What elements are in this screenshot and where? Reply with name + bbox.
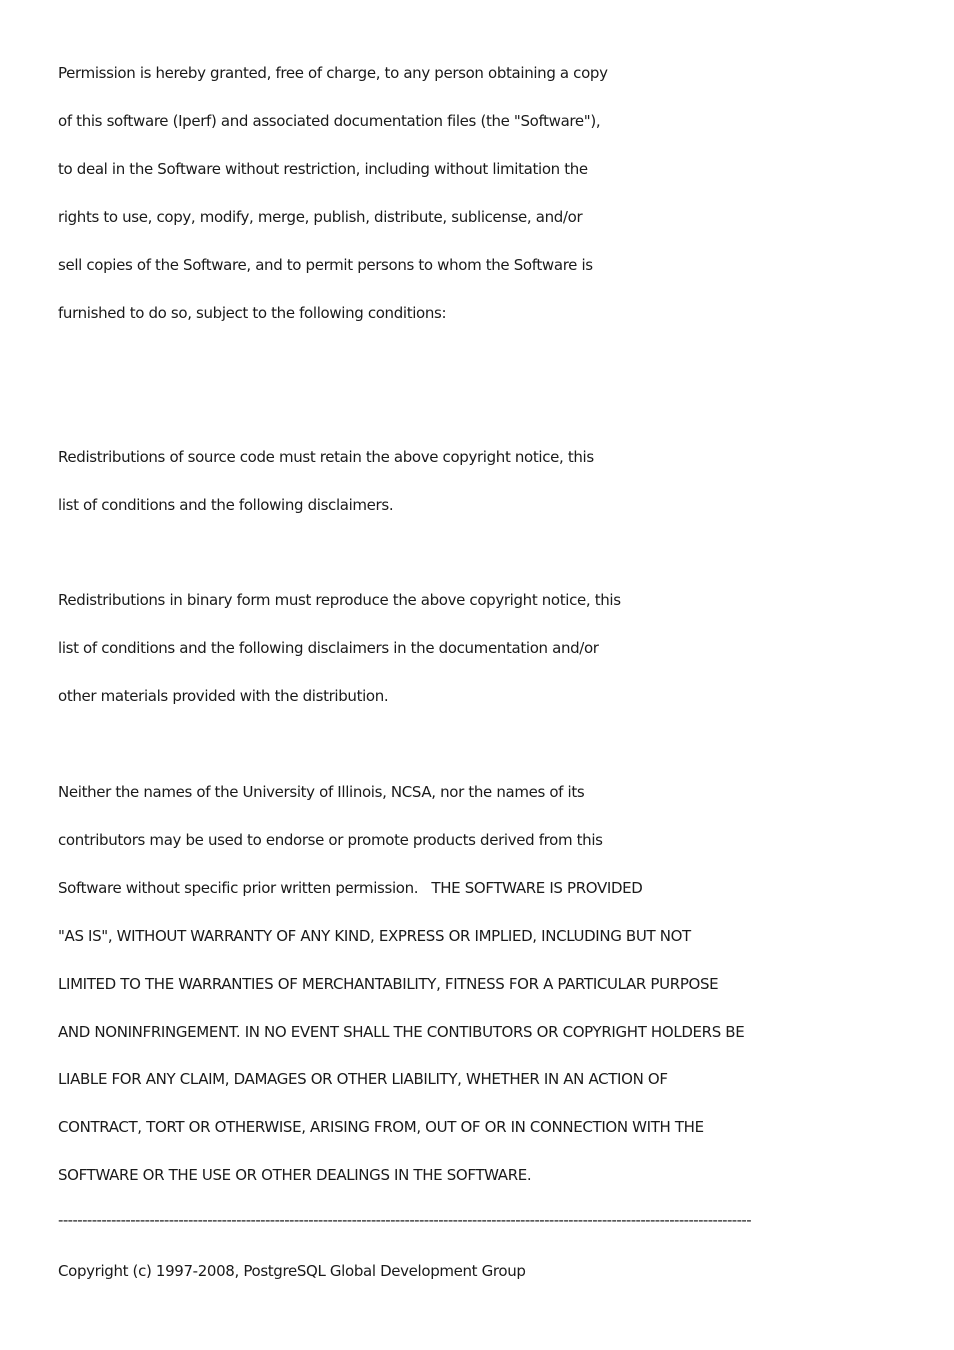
binary-line-1: Redistributions in binary form must reproduce the above copyright notice, this xyxy=(58,591,621,609)
source-line-2: list of conditions and the following disclaimers. xyxy=(58,496,394,514)
permission-line-2: of this software (Iperf) and associated documentation files (the "Software"), xyxy=(58,112,601,130)
permission-line-4: rights to use, copy, modify, merge, publish, distribute, sublicense, and/or xyxy=(58,208,583,226)
permission-line-6: furnished to do so, subject to the following conditions: xyxy=(58,304,447,322)
disclaimer-line-1: Neither the names of the University of Illinois, NCSA, nor the names of its xyxy=(58,783,585,801)
disclaimer-line-9: SOFTWARE OR THE USE OR OTHER DEALINGS IN THE SOFTWARE. xyxy=(58,1166,532,1184)
permission-line-5: sell copies of the Software, and to permit persons to whom the Software is xyxy=(58,256,593,274)
binary-line-3: other materials provided with the distribution. xyxy=(58,687,389,705)
disclaimer-line-6: AND NONINFRINGEMENT. IN NO EVENT SHALL THE CONTIBUTORS OR COPYRIGHT HOLDERS BE xyxy=(58,1023,745,1041)
disclaimer-line-8: CONTRACT, TORT OR OTHERWISE, ARISING FROM, OUT OF OR IN CONNECTION WITH THE xyxy=(58,1118,704,1136)
dashed-separator: ------------------------------------------------------------------------------------------------------------------------------------------------ xyxy=(58,1211,752,1229)
permission-line-3: to deal in the Software without restriction, including without limitation the xyxy=(58,160,588,178)
disclaimer-line-2: contributors may be used to endorse or promote products derived from this xyxy=(58,831,603,849)
permission-line-1: Permission is hereby granted, free of charge, to any person obtaining a copy xyxy=(58,64,608,82)
disclaimer-line-7: LIABLE FOR ANY CLAIM, DAMAGES OR OTHER LIABILITY, WHETHER IN AN ACTION OF xyxy=(58,1070,668,1088)
copyright-line: Copyright (c) 1997-2008, PostgreSQL Global Development Group xyxy=(58,1262,526,1280)
binary-line-2: list of conditions and the following disclaimers in the documentation and/or xyxy=(58,639,599,657)
source-line-1: Redistributions of source code must retain the above copyright notice, this xyxy=(58,448,594,466)
disclaimer-line-3: Software without specific prior written permission. THE SOFTWARE IS PROVIDED xyxy=(58,879,643,897)
disclaimer-line-4: "AS IS", WITHOUT WARRANTY OF ANY KIND, EXPRESS OR IMPLIED, INCLUDING BUT NOT xyxy=(58,927,691,945)
disclaimer-line-5: LIMITED TO THE WARRANTIES OF MERCHANTABILITY, FITNESS FOR A PARTICULAR PURPOSE xyxy=(58,975,719,993)
